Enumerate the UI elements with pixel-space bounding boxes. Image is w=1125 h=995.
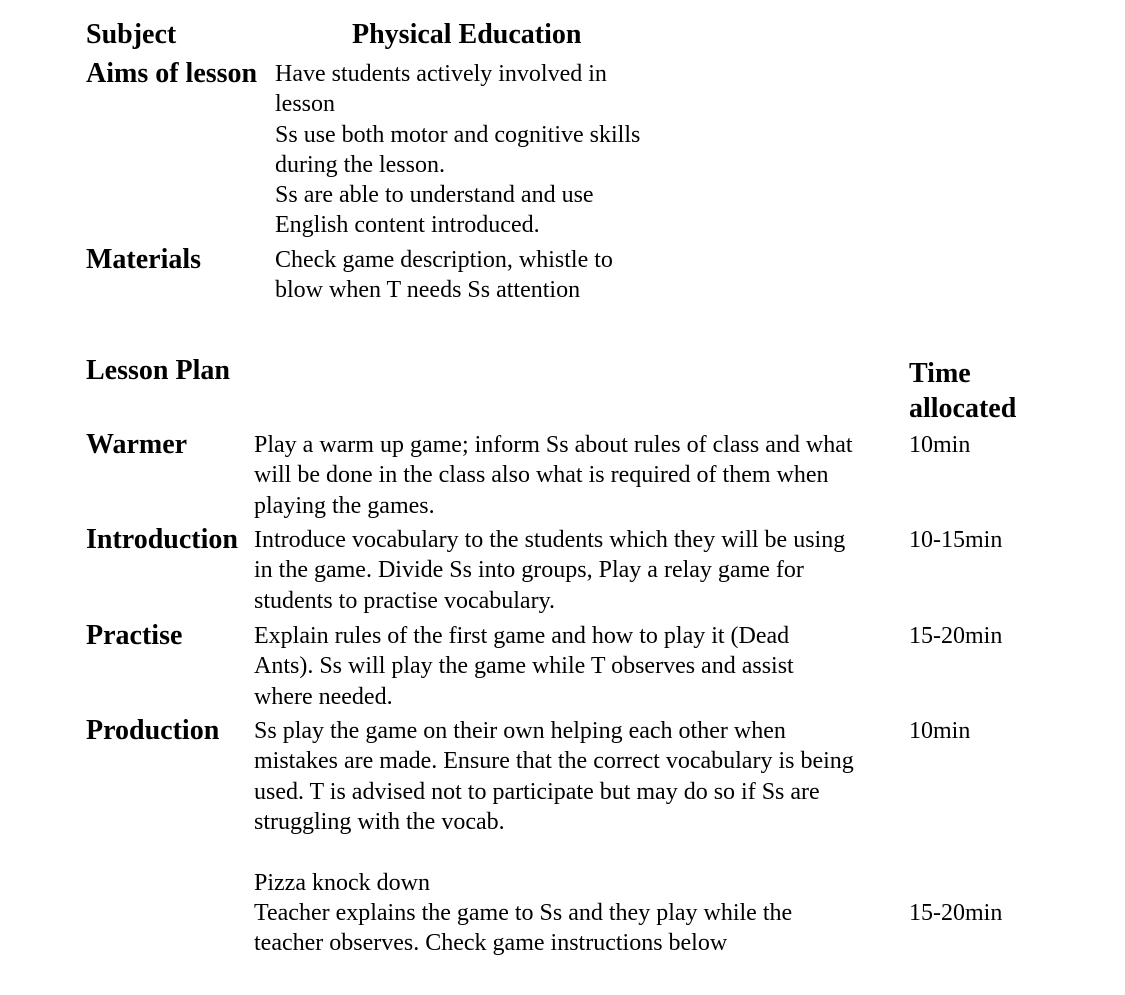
description-line: teacher observes. Check game instructions below xyxy=(254,930,728,957)
time-header-line: allocated xyxy=(909,393,1017,424)
stage-description-practise xyxy=(254,621,794,712)
aims-line: English content introduced. xyxy=(275,212,540,239)
stage-time-warmer: 10min xyxy=(909,432,971,458)
time-header xyxy=(909,356,1016,426)
stage-time-introduction: 10-15min xyxy=(909,527,1003,553)
description-line: used. T is advised not to participate but may do so if Ss are xyxy=(254,778,820,805)
materials-text xyxy=(275,245,613,306)
extra-activity-time: 15-20min xyxy=(909,900,1003,926)
description-line: struggling with the vocab. xyxy=(254,808,505,835)
materials-line: Check game description, whistle to xyxy=(275,247,613,273)
description-line: Ss play the game on their own helping each other when xyxy=(254,718,786,744)
aims-line: Have students actively involved in xyxy=(275,61,607,87)
aims-line: during the lesson. xyxy=(275,151,445,178)
materials-line: blow when T needs Ss attention xyxy=(275,277,581,304)
description-line: Play a warm up game; inform Ss about rules of class and what xyxy=(254,432,853,458)
stage-label-practise: Practise xyxy=(86,620,183,651)
aims-text xyxy=(275,59,640,241)
description-line: Ants). Ss will play the game while T observes and assist xyxy=(254,653,794,680)
description-line: Introduce vocabulary to the students which they will be using xyxy=(254,527,846,553)
aims-label: Aims of lesson xyxy=(86,58,258,89)
stage-time-production: 10min xyxy=(909,718,971,744)
extra-activity-title: Pizza knock down xyxy=(254,870,430,896)
description-line: Explain rules of the first game and how to play it (Dead xyxy=(254,623,790,649)
subject-value: Physical Education xyxy=(352,19,582,50)
lesson-plan-title: Lesson Plan xyxy=(86,355,230,386)
description-line: where needed. xyxy=(254,683,393,710)
aims-line: Ss are able to understand and use xyxy=(275,182,594,209)
stage-label-production: Production xyxy=(86,715,220,746)
stage-label-introduction: Introduction xyxy=(86,524,238,555)
stage-label-warmer: Warmer xyxy=(86,429,188,460)
subject-label: Subject xyxy=(86,19,177,50)
extra-activity-description xyxy=(254,898,792,959)
description-line: will be done in the class also what is required of them when xyxy=(254,462,829,489)
description-line: in the game. Divide Ss into groups, Play a relay game for xyxy=(254,557,804,584)
aims-line: lesson xyxy=(275,91,335,118)
stage-description-warmer xyxy=(254,430,853,521)
description-line: Teacher explains the game to Ss and they play while the xyxy=(254,900,793,926)
stage-time-practise: 15-20min xyxy=(909,623,1003,649)
description-line: mistakes are made. Ensure that the correct vocabulary is being xyxy=(254,748,854,775)
time-header-line: Time xyxy=(909,358,971,389)
materials-label: Materials xyxy=(86,244,202,275)
aims-line: Ss use both motor and cognitive skills xyxy=(275,121,641,148)
stage-description-introduction xyxy=(254,525,845,616)
description-line: playing the games. xyxy=(254,492,435,519)
stage-description-production xyxy=(254,716,854,837)
description-line: students to practise vocabulary. xyxy=(254,587,556,614)
